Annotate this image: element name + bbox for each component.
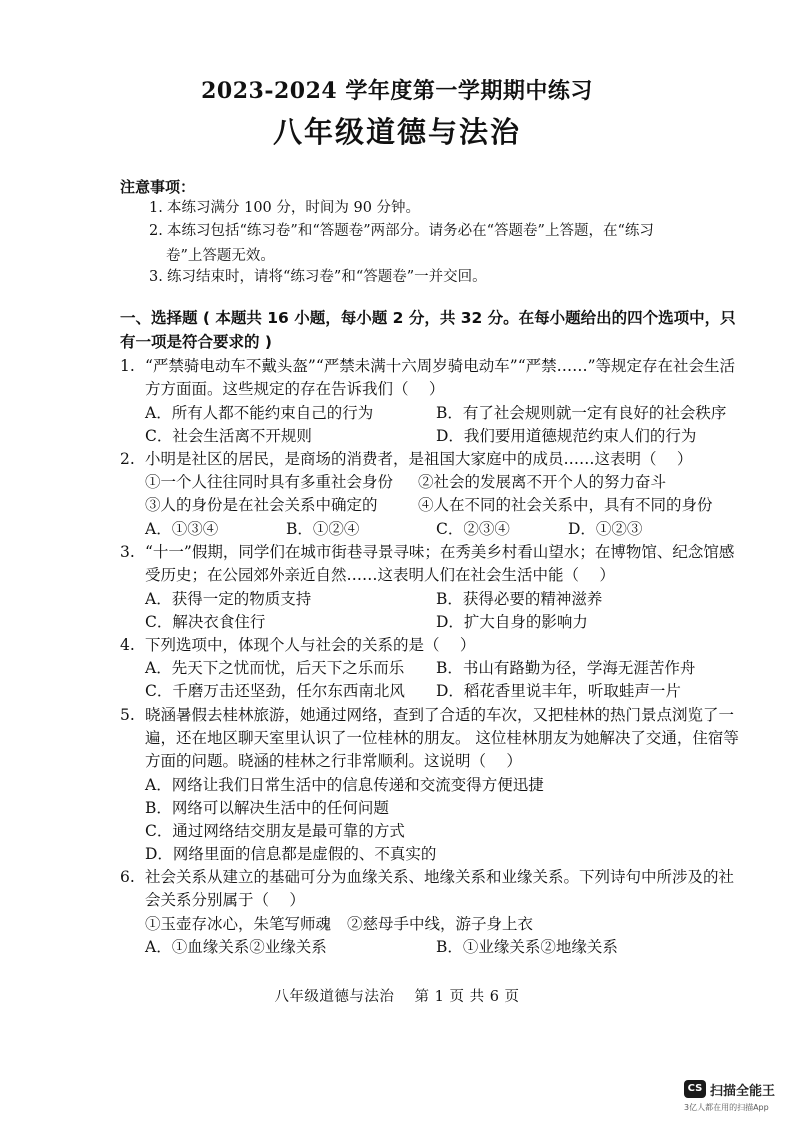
subject-title: 八年级道德与法治 bbox=[272, 115, 521, 149]
question-stem: 下列选项中，体现个人与社会的关系的是（ ） bbox=[145, 636, 476, 654]
option-a: A．网络让我们日常生活中的信息传递和交流变得方便迅捷 bbox=[145, 776, 544, 794]
watermark-name: 扫描全能王 bbox=[710, 1084, 776, 1099]
question-2: 2. 小明是社区的居民，是商场的消费者，是祖国大家庭中的成员……这表明（ ） bbox=[120, 448, 740, 471]
statement-1: ①一个人往往同时具有多重社会身份 bbox=[145, 473, 394, 491]
option-b: B．网络可以解决生活中的任何问题 bbox=[145, 799, 389, 817]
question-1: 1. “严禁骑电动车不戴头盔”“严禁未满十六周岁骑电动车”“严禁……”等规定存在社会生活方方面面。这些规定的存在告诉我们（ ） bbox=[120, 355, 740, 401]
option-d: D．①②③ bbox=[568, 520, 643, 538]
option-d: D．网络里面的信息都是虚假的、不真实的 bbox=[145, 845, 437, 863]
question-stem: “十一”假期，同学们在城市街巷寻景寻味；在秀美乡村看山望水；在博物馆、纪念馆感受历史；在公园郊外亲近自然……这表明人们在社会生活中能（ ） bbox=[145, 543, 735, 584]
note-item-3: 3. 练习结束时，请将“练习卷”和“答题卷”一并交回。 bbox=[149, 269, 487, 285]
question-5: 5. 晓涵暑假去桂林旅游，她通过网络，查到了合适的车次，又把桂林的热门景点浏览了一遍，还在地区聊天室里认识了一位桂林的朋友。 这位桂林朋友为她解决了交通，住宿等方面的问题。晓涵的桂林之行非常顺利。这说明（ ） bbox=[120, 704, 740, 773]
option-c: C．解决衣食住行 bbox=[145, 613, 266, 631]
option-b: B．获得必要的精神滋养 bbox=[436, 590, 603, 608]
question-6: 6. 社会关系从建立的基础可分为血缘关系、地缘关系和业缘关系。下列诗句中所涉及的社会关系分别属于（ ） bbox=[120, 866, 740, 912]
option-b: B．①业缘关系②地缘关系 bbox=[436, 938, 618, 956]
option-a: A．所有人都不能约束自己的行为 bbox=[145, 404, 374, 422]
option-d: D．扩大自身的影响力 bbox=[436, 613, 588, 631]
option-a: A．获得一定的物质支持 bbox=[145, 590, 312, 608]
option-a: A．①血缘关系②业缘关系 bbox=[145, 938, 327, 956]
watermark-tagline: 3亿人都在用的扫描App bbox=[684, 1103, 769, 1112]
note-item-2: 2. 本练习包括“练习卷”和“答题卷”两部分。请务必在“答题卷”上答题，在“练习 bbox=[149, 223, 654, 239]
option-c: C．通过网络结交朋友是最可靠的方式 bbox=[145, 822, 405, 840]
option-a: A．①③④ bbox=[145, 520, 219, 538]
option-a: A．先天下之忧而忧，后天下之乐而乐 bbox=[145, 659, 405, 677]
page-footer: 八年级道德与法治 第 1 页 共 6 页 bbox=[274, 989, 520, 1005]
option-c: C．②③④ bbox=[436, 520, 510, 538]
question-stem: 晓涵暑假去桂林旅游，她通过网络，查到了合适的车次，又把桂林的热门景点浏览了一遍，还在地区聊天室里认识了一位桂林的朋友。 这位桂林朋友为她解决了交通，住宿等方面的问题。晓涵的桂林之行非常顺利。这说明（ ） bbox=[145, 706, 739, 770]
option-b: B．①②④ bbox=[286, 520, 360, 538]
question-stem: “严禁骑电动车不戴头盔”“严禁未满十六周岁骑电动车”“严禁……”等规定存在社会生活方方面面。这些规定的存在告诉我们（ ） bbox=[145, 357, 736, 398]
statement-2: ②慈母手中线，游子身上衣 bbox=[347, 915, 534, 933]
option-b: B．有了社会规则就一定有良好的社会秩序 bbox=[436, 404, 727, 422]
section-heading: 一、选择题 ( 本题共 16 小题，每小题 2 分，共 32 分。在每小题给出的四个选项中，只有一项是符合要求的 ) bbox=[120, 309, 736, 351]
question-stem: 社会关系从建立的基础可分为血缘关系、地缘关系和业缘关系。下列诗句中所涉及的社会关系分别属于（ ） bbox=[145, 868, 735, 909]
statement-2: ②社会的发展离不开个人的努力奋斗 bbox=[418, 473, 667, 491]
option-d: D．稻花香里说丰年，听取蛙声一片 bbox=[436, 682, 681, 700]
question-3: 3. “十一”假期，同学们在城市街巷寻景寻味；在秀美乡村看山望水；在博物馆、纪念馆感受历史；在公园郊外亲近自然……这表明人们在社会生活中能（ ） bbox=[120, 541, 740, 587]
question-stem: 小明是社区的居民，是商场的消费者，是祖国大家庭中的成员……这表明（ ） bbox=[145, 450, 693, 468]
option-b: B．书山有路勤为径，学海无涯苦作舟 bbox=[436, 659, 696, 677]
notes-heading: 注意事项： bbox=[120, 178, 196, 196]
note-item-2-continued: 卷”上答题无效。 bbox=[166, 248, 275, 264]
option-c: C．社会生活离不开规则 bbox=[145, 427, 312, 445]
statement-3: ③人的身份是在社会关系中确定的 bbox=[145, 496, 378, 514]
camscanner-logo-icon: CS bbox=[684, 1080, 706, 1098]
scanner-watermark bbox=[684, 1078, 784, 1118]
question-4: 4. 下列选项中，体现个人与社会的关系的是（ ） bbox=[120, 634, 740, 657]
note-item-1: 1. 本练习满分 100 分，时间为 90 分钟。 bbox=[149, 200, 421, 216]
statement-4: ④人在不同的社会关系中，具有不同的身份 bbox=[418, 496, 713, 514]
option-d: D．我们要用道德规范约束人们的行为 bbox=[436, 427, 697, 445]
option-c: C．千磨万击还坚劲，任尔东西南北风 bbox=[145, 682, 405, 700]
statement-1: ①玉壶存冰心，朱笔写师魂 bbox=[145, 915, 332, 933]
exam-title: 2023-2024 学年度第一学期期中练习 bbox=[201, 78, 593, 104]
